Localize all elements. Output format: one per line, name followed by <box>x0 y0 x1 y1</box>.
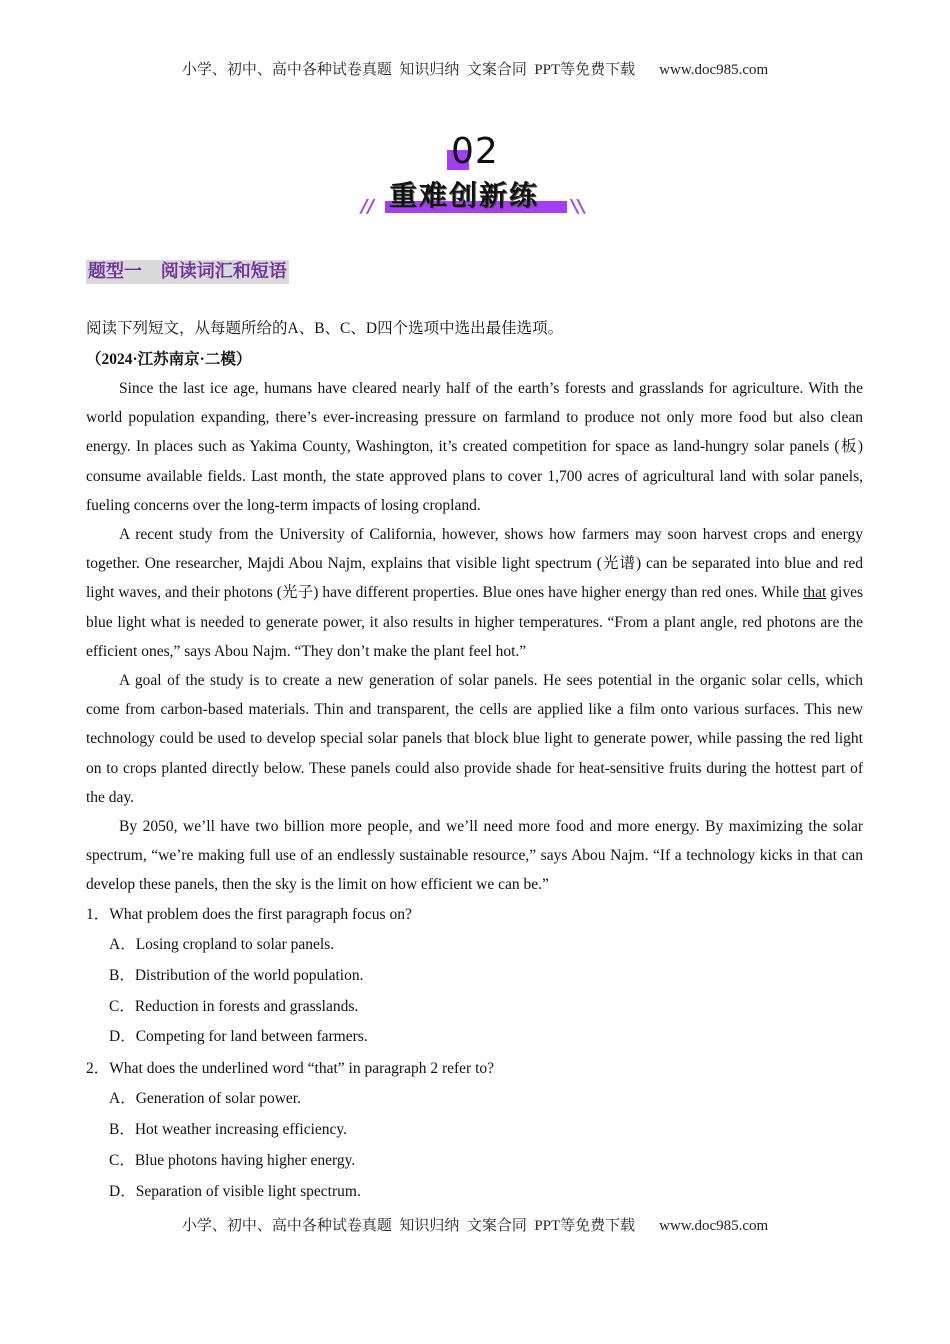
slash-decoration-icon: // <box>571 196 585 217</box>
source-label: （2024·江苏南京·二模） <box>86 351 252 368</box>
banner-title: 重难创新练 <box>389 179 540 212</box>
question-stem: 2．What does the underlined word “that” in paragraph 2 refer to? <box>86 1060 495 1078</box>
question-list <box>86 899 863 1207</box>
footer-url: www.doc985.com <box>659 1218 769 1234</box>
underlined-word: that <box>803 584 827 602</box>
page-header <box>0 58 950 79</box>
passage-paragraph-1: Since the last ice age, humans have cleared nearly half of the earth’s forests and grasslands for agriculture. With the world population expanding, there’s ever-increasing pressure on farmland to produce not only more food but also clean energy. In places such as Yakima County, Washington, it’s created competition for space as land-hungry solar panels (板) consume available fields. Last month, the state approved plans to cover 1,700 acres of agricultural land with solar panels, fueling concerns over the long-term impacts of losing cropland. <box>86 380 863 514</box>
passage-paragraph-3: A goal of the study is to create a new generation of solar panels. He sees potential in the organic solar cells, which come from carbon-based materials. Thin and transparent, the cells are applied like a film onto various surfaces. This new technology could be used to develop special solar panels that block blue light to generate power, while passing the red light on to crops planted directly below. These panels could also provide shade for heat-sensitive fruits during the hottest part of the day. <box>86 672 863 806</box>
option-b: B．Distribution of the world population. <box>109 966 364 984</box>
header-text: 小学、初中、高中各种试卷真题 知识归纳 文案合同 PPT等免费下载 <box>181 62 636 78</box>
header-url: www.doc985.com <box>659 62 769 78</box>
question-1 <box>86 899 863 1053</box>
option-c: C．Reduction in forests and grasslands. <box>109 997 359 1015</box>
page-footer <box>0 1214 950 1235</box>
instruction-text: 阅读下列短文，从每题所给的A、B、C、D四个选项中选出最佳选项。 <box>86 320 564 337</box>
section-heading: 题型一 阅读词汇和短语 <box>88 261 287 282</box>
passage-paragraph-2: A recent study from the University of California, however, shows how farmers may soon harvest crops and energy together. One researcher, Majdi Abou Najm, explains that visible light spectrum (光谱) can be separated into blue and red light waves, and their photons (光子) have different properties. Blue ones have higher energy than red ones. While that gives blue light what is needed to generate power, it also results in higher temperatures. “From a plant angle, red photons are the efficient ones,” says Abou Najm. “They don’t make the plant feel hot.” <box>86 526 864 660</box>
slash-decoration-icon: // <box>361 196 375 217</box>
footer-text: 小学、初中、高中各种试卷真题 知识归纳 文案合同 PPT等免费下载 <box>181 1218 636 1234</box>
option-b: B．Hot weather increasing efficiency. <box>109 1120 348 1138</box>
banner-number: 02 <box>451 131 499 172</box>
reading-passage <box>86 374 863 900</box>
question-2 <box>86 1053 863 1207</box>
passage-paragraph-4: By 2050, we’ll have two billion more people, and we’ll need more food and more energy. By maximizing the solar spectrum, “we’re making full use of an endlessly sustainable resource,” says Abou Najm. “If a technology kicks in that can develop these panels, then the sky is the limit on how efficient we can be.” <box>86 818 863 894</box>
section-banner <box>355 128 595 220</box>
option-c: C．Blue photons having higher energy. <box>109 1151 356 1169</box>
option-a: A．Losing cropland to solar panels. <box>109 936 335 953</box>
option-d: D．Separation of visible light spectrum. <box>109 1182 361 1200</box>
option-a: A．Generation of solar power. <box>109 1090 301 1108</box>
option-d: D．Competing for land between farmers. <box>109 1028 368 1046</box>
question-stem: 1．What problem does the first paragraph focus on? <box>86 906 412 923</box>
